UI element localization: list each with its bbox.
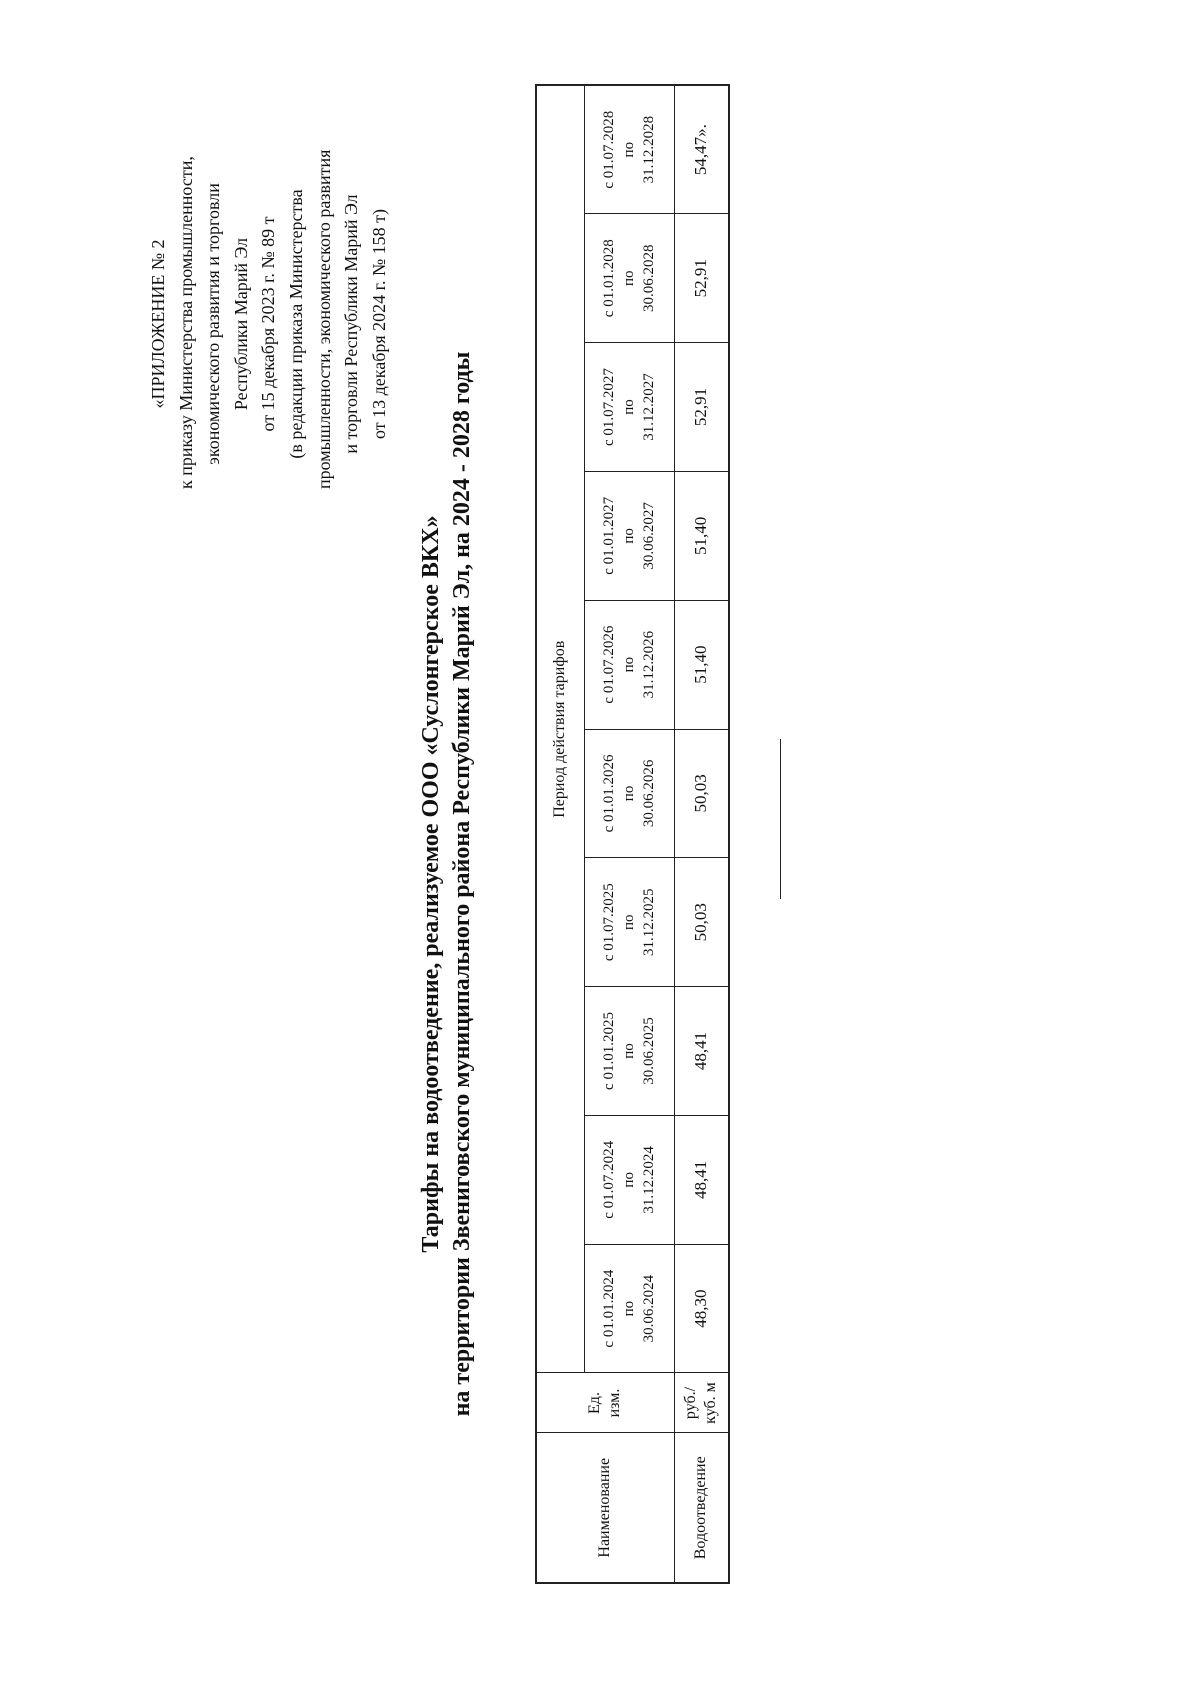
unit-header <box>536 1373 674 1433</box>
period-to: 30.06.2027 <box>641 502 657 570</box>
period-to: 31.12.2025 <box>641 888 657 956</box>
period-cell <box>584 1115 674 1244</box>
period-to: 31.12.2024 <box>641 1146 657 1214</box>
appendix-line: промышленности, экономического развития <box>313 149 334 489</box>
period-from: с 01.07.2028 <box>601 110 617 189</box>
period-from: с 01.07.2026 <box>601 625 617 704</box>
period-cell <box>584 729 674 858</box>
appendix-line: Республики Марий Эл <box>230 237 251 411</box>
period-sep: по <box>621 141 637 158</box>
period-to: 30.06.2024 <box>641 1274 657 1343</box>
unit-line: куб. м <box>702 1382 720 1424</box>
appendix-line: экономического развития и торговли <box>203 183 224 465</box>
period-cell <box>584 85 674 214</box>
tariff-value-cell: 48,41 <box>674 1115 729 1244</box>
period-to: 30.06.2026 <box>641 759 657 828</box>
unit-line: руб./ <box>682 1386 700 1420</box>
period-cell <box>584 600 674 729</box>
period-sep: по <box>621 1043 637 1059</box>
period-sep: по <box>621 399 637 415</box>
period-from: с 01.01.2026 <box>601 754 617 833</box>
appendix-header <box>145 149 393 489</box>
tariff-table <box>535 84 730 1584</box>
period-sep: по <box>621 1172 637 1188</box>
period-sep: по <box>621 528 637 544</box>
tariff-value-cell: 52,91 <box>674 343 729 472</box>
period-from: с 01.07.2027 <box>601 368 617 446</box>
period-from: с 01.07.2024 <box>601 1140 617 1219</box>
name-header: Наименование <box>536 1433 674 1583</box>
title-line-2: на территории Звениговского муниципального района Республики Марий Эл, на 2024 - 2028 годы <box>449 351 475 1417</box>
tariff-row <box>674 85 729 1583</box>
unit-header-line: Ед. <box>586 1392 604 1414</box>
period-to: 31.12.2026 <box>641 630 657 699</box>
tariff-value-cell: 48,41 <box>674 987 729 1116</box>
period-from: с 01.01.2028 <box>601 239 617 318</box>
period-to: 30.06.2025 <box>641 1017 657 1085</box>
period-sep: по <box>621 785 637 802</box>
tariff-value-cell: 50,03 <box>674 729 729 858</box>
document-title <box>416 209 478 1559</box>
period-from: с 01.07.2025 <box>601 883 617 962</box>
appendix-line: от 15 декабря 2023 г. № 89 т <box>258 216 279 432</box>
appendix-line: к приказу Министерства промышленности, <box>175 156 196 489</box>
title-line-1: Тарифы на водоотведение, реализуемое ООО «Суслонгерское ВКХ» <box>418 515 444 1253</box>
period-sep: по <box>621 914 637 930</box>
period-from: с 01.01.2027 <box>601 496 617 575</box>
header-row <box>536 85 584 1583</box>
closing-rule <box>780 739 781 899</box>
period-header: Период действия тарифов <box>536 85 584 1373</box>
appendix-line: (в редакции приказа Министерства <box>285 189 306 459</box>
period-cell <box>584 343 674 472</box>
tariff-value-cell: 48,30 <box>674 1244 729 1373</box>
period-cell <box>584 1244 674 1373</box>
appendix-line: и торговли Республики Марий Эл <box>341 194 362 454</box>
period-to: 30.06.2028 <box>641 244 657 312</box>
unit-cell <box>674 1373 729 1433</box>
period-cell <box>584 987 674 1116</box>
tariff-value-cell: 50,03 <box>674 858 729 987</box>
appendix-line: «ПРИЛОЖЕНИЕ № 2 <box>148 239 168 409</box>
unit-header-line: изм. <box>606 1388 624 1418</box>
period-cell <box>584 858 674 987</box>
period-sep: по <box>621 270 637 286</box>
period-to: 31.12.2028 <box>641 115 657 184</box>
period-cell <box>584 214 674 343</box>
period-sep: по <box>621 656 637 673</box>
period-from: с 01.01.2025 <box>601 1012 617 1090</box>
tariff-value-cell: 51,40 <box>674 471 729 600</box>
period-from: с 01.01.2024 <box>601 1269 617 1348</box>
period-row <box>584 85 674 1583</box>
period-to: 31.12.2027 <box>641 373 657 441</box>
tariff-value-cell: 51,40 <box>674 600 729 729</box>
tariff-value-cell: 54,47». <box>674 85 729 214</box>
period-cell <box>584 471 674 600</box>
period-sep: по <box>621 1300 637 1317</box>
tariff-value-cell: 52,91 <box>674 214 729 343</box>
service-name-cell: Водоотведение <box>674 1433 729 1583</box>
appendix-line: от 13 декабря 2024 г. № 158 т) <box>368 208 389 440</box>
